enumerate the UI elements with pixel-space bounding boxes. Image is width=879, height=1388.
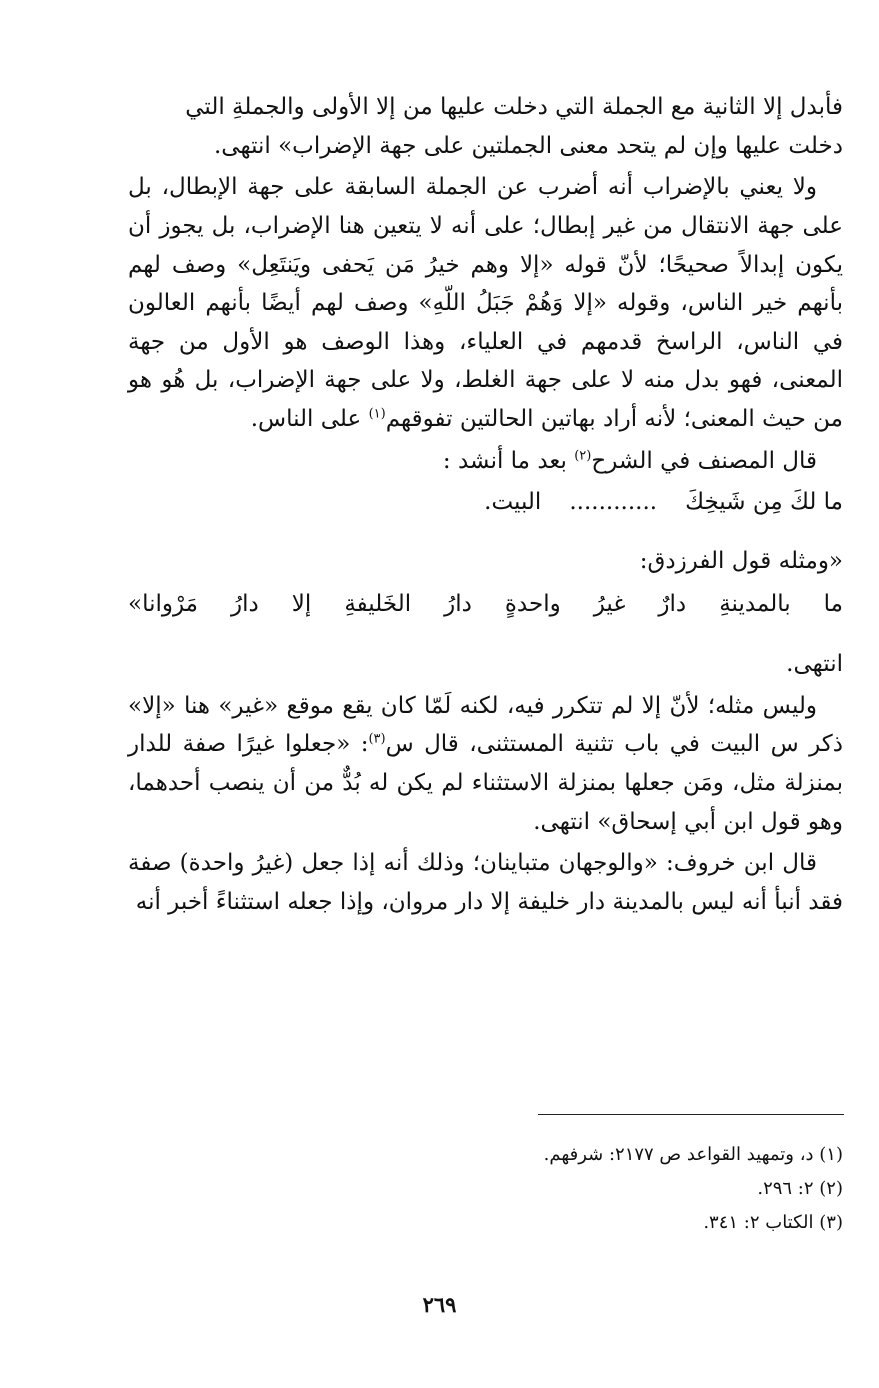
footnote-1: (١) د، وتمهيد القواعد ص ٢١٧٧: شرفهم. [543, 1144, 843, 1165]
paragraph-1 [128, 88, 843, 165]
verse-2-word: غيرُ [593, 590, 626, 617]
paragraph-2 [128, 168, 843, 438]
quote-end: انتهى. [786, 651, 843, 678]
paragraph-4-text: وليس مثله؛ لأنّ إلا لم تتكرر فيه، لكنه لَمّا كان يقع موقع «غير» هنا «إلا» ذكر س البيت في باب تثنية المستثنى، قال س [128, 692, 843, 758]
verse-2-word: واحدةٍ [504, 590, 561, 617]
paragraph-3 [128, 442, 843, 481]
paragraph-1-line-1: فأبدل إلا الثانية مع الجملة التي دخلت عليها من إلا الأولى والجملةِ التي [185, 94, 843, 120]
paragraph-3-text: قال المصنف في الشرح [591, 447, 817, 474]
paragraph-3-end: بعد ما أنشد : [442, 447, 575, 474]
main-text [128, 88, 843, 925]
verse-2-word: الخَليفةِ [344, 590, 412, 617]
paragraph-2-end: على الناس. [250, 406, 369, 432]
footnote-ref-2: (٢) [574, 447, 592, 463]
footnote-divider [538, 1114, 844, 1115]
footnote-ref-3: (٣) [368, 731, 386, 747]
verse-2-word: إلا [291, 590, 312, 617]
verse-1-ellipsis: ............ [569, 489, 658, 516]
footnote-2: (٢) ٢: ٢٩٦. [757, 1178, 843, 1200]
verse-2-word: دارُ [444, 590, 472, 617]
paragraph-5: قال ابن خروف: «والوجهان متباينان؛ وذلك أنه إذا جعل (غيرُ واحدة) صفة فقد أنبأ أنه ليس بالمدينة دار خليفة إلا دار مروان، وإذا جعله استثناءً أخبر أنه [128, 850, 843, 915]
quote-title: «ومثله قول الفرزدق: [639, 547, 843, 574]
paragraph-1-line-2: دخلت عليها وإن لم يتحد معنى الجملتين على جهة الإضراب» انتهى. [213, 132, 843, 159]
verse-2-word: بالمدينةِ [719, 590, 791, 617]
page-number: ٢٦٩ [422, 1292, 457, 1317]
verse-quote-1 [128, 483, 843, 522]
footnotes [203, 1138, 843, 1241]
verse-1-hemistich: ما لكَ مِن شَيخِكَ [685, 489, 843, 516]
verse-2-word: دارُ [231, 590, 259, 617]
verse-2-word: دارٌ [658, 590, 687, 617]
paragraph-2-text: ولا يعني بالإضراب أنه أضرب عن الجملة السابقة على جهة الإبطال، بل على جهة الانتقال من غير إبطال؛ على أنه لا يتعين هنا الإضراب، بل يجوز أن يكون إبدالاً صحيحًا؛ لأنّ قوله «إلا وهم خيرُ مَن يَحفى ويَنتَعِل» وصف لهم بأنهم خير الناس، وقوله «إلا وَهُمْ جَبَلُ اللّهِ» وصف لهم أيضًا بأنهم العالون في الناس، الراسخ قدمهم في العلياء، وهذا الوصف هو الأول من جهة المعنى، فهو بدل منه لا على جهة الغلط، ولا على جهة الإضراب، بل هُو هو من حيث المعنى؛ لأنه أراد بهاتين الحالتين تفوقهم [128, 174, 843, 432]
verse-1-end: البيت. [484, 489, 542, 516]
verse-2-word: مَرْوانا» [128, 590, 199, 617]
verse-quote-2 [128, 585, 843, 624]
footnote-3: (٣) الكتاب ٢: ٣٤١. [703, 1212, 843, 1234]
footnote-ref-1: (١) [368, 406, 386, 422]
paragraph-4 [128, 687, 843, 842]
verse-2-word: ما [823, 590, 843, 617]
paragraph-4-end: : «جعلوا غيرًا صفة للدار بمنزلة مثل، ومَن جعلها بمنزلة الاستثناء لم يكن له بُدٌّ من أن ينصب أحدهما، وهو قول ابن أبي إسحاق» انتهى. [128, 731, 843, 835]
